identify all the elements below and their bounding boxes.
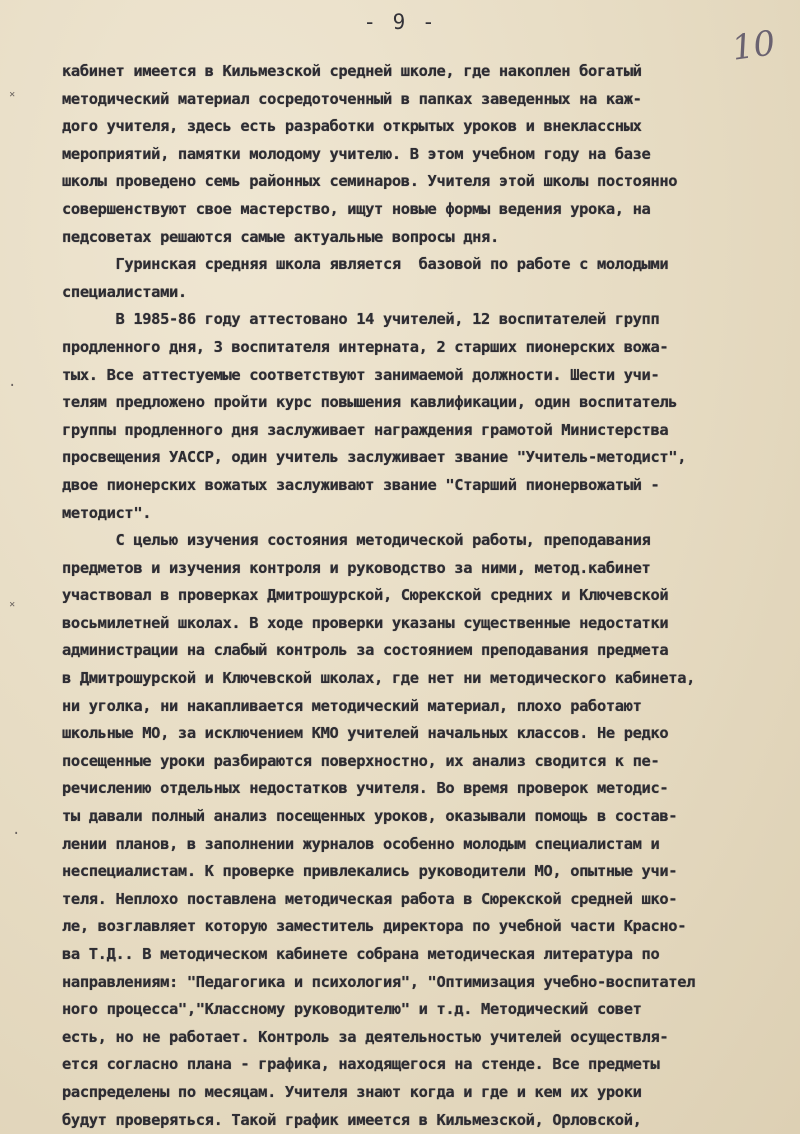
text-line: ты давали полный анализ посещенных уроков, оказывали помощь в состав-	[62, 807, 678, 826]
handwritten-page-number: 10	[729, 23, 778, 69]
text-line: мероприятий, памятки молодому учителю. В этом учебном году на базе	[62, 144, 651, 163]
text-line: тых. Все аттестуемые соответствуют занимаемой должности. Шести учи-	[62, 365, 660, 384]
text-line: методист".	[62, 503, 152, 522]
margin-mark: ˟	[8, 600, 17, 616]
text-line: восьмилетней школах. В ходе проверки указаны существенные недостатки	[62, 613, 669, 632]
text-line: школьные МО, за исключением КМО учителей начальных классов. Не редко	[62, 724, 669, 743]
text-line: ного процесса","Классному руководителю" и т.д. Методический совет	[62, 1000, 642, 1019]
text-line: телям предложено пройти курс повышения кавлификации, один воспитатель	[62, 393, 678, 412]
text-line: продленного дня, 3 воспитателя интерната, 2 старших пионерских вожа-	[62, 337, 669, 356]
text-line: В 1985-86 году аттестовано 14 учителей, 12 воспитателей групп	[62, 310, 660, 329]
text-line: школы проведено семь районных семинаров. Учителя этой школы постоянно	[62, 172, 678, 191]
text-line: совершенствуют свое мастерство, ищут новые формы ведения урока, на	[62, 199, 651, 218]
text-line: в Дмитрошурской и Ключевской школах, где нет ни методического кабинета,	[62, 669, 696, 688]
margin-mark: ·	[12, 826, 21, 842]
text-line: неспециалистам. К проверке привлекались руководители МО, опытные учи-	[62, 862, 678, 881]
text-line: группы продленного дня заслуживает награждения грамотой Министерства	[62, 420, 669, 439]
document-body	[62, 58, 792, 1134]
text-line: будут проверяться. Такой график имеется в Кильмезской, Орловской,	[62, 1110, 642, 1129]
text-line: участвовал в проверках Дмитрошурской, Сюрекской средних и Ключевской	[62, 586, 669, 605]
text-line: специалистами.	[62, 282, 187, 301]
text-line: направлениям: "Педагогика и психология", "Оптимизация учебно-воспитател	[62, 972, 696, 991]
margin-mark: ˟	[8, 90, 17, 106]
text-line: двое пионерских вожатых заслуживают звание "Старший пионервожатый -	[62, 475, 660, 494]
text-line: речислению отдельных недостатков учителя. Во время проверок методис-	[62, 779, 669, 798]
text-line: методический материал сосредоточенный в папках заведенных на каж-	[62, 89, 642, 108]
text-line: дого учителя, здесь есть разработки открытых уроков и внеклассных	[62, 117, 642, 136]
margin-mark: ·	[8, 378, 17, 394]
text-line: лении планов, в заполнении журналов особенно молодым специалистам и	[62, 834, 660, 853]
text-line: ется согласно плана - графика, находящегося на стенде. Все предметы	[62, 1055, 660, 1074]
text-line: посещенные уроки разбираются поверхностно, их анализ сводится к пе-	[62, 751, 660, 770]
text-line: есть, но не работает. Контроль за деятельностью учителей осуществля-	[62, 1027, 669, 1046]
text-line: предметов и изучения контроля и руководство за ними, метод.кабинет	[62, 558, 651, 577]
text-line: С целью изучения состояния методической работы, преподавания	[62, 531, 651, 550]
text-line: ни уголка, ни накапливается методический материал, плохо работают	[62, 696, 642, 715]
text-line: просвещения УАССР, один учитель заслуживает звание "Учитель-методист",	[62, 448, 687, 467]
text-line: Гуринская средняя школа является базовой по работе с молодыми	[62, 255, 669, 274]
text-line: ле, возглавляет которую заместитель директора по учебной части Красно-	[62, 917, 687, 936]
text-line: кабинет имеется в Кильмезской средней школе, где накоплен богатый	[62, 62, 642, 80]
page-number: - 9 -	[363, 10, 437, 34]
text-line: администрации на слабый контроль за состоянием преподавания предмета	[62, 641, 669, 660]
text-line: ва Т.Д.. В методическом кабинете собрана методическая литература по	[62, 945, 660, 963]
text-line: распределены по месяцам. Учителя знают когда и где и кем их уроки	[62, 1082, 642, 1101]
text-line: теля. Неплохо поставлена методическая работа в Сюрекской средней шко-	[62, 889, 678, 908]
text-line: педсоветах решаются самые актуальные вопросы дня.	[62, 227, 499, 246]
